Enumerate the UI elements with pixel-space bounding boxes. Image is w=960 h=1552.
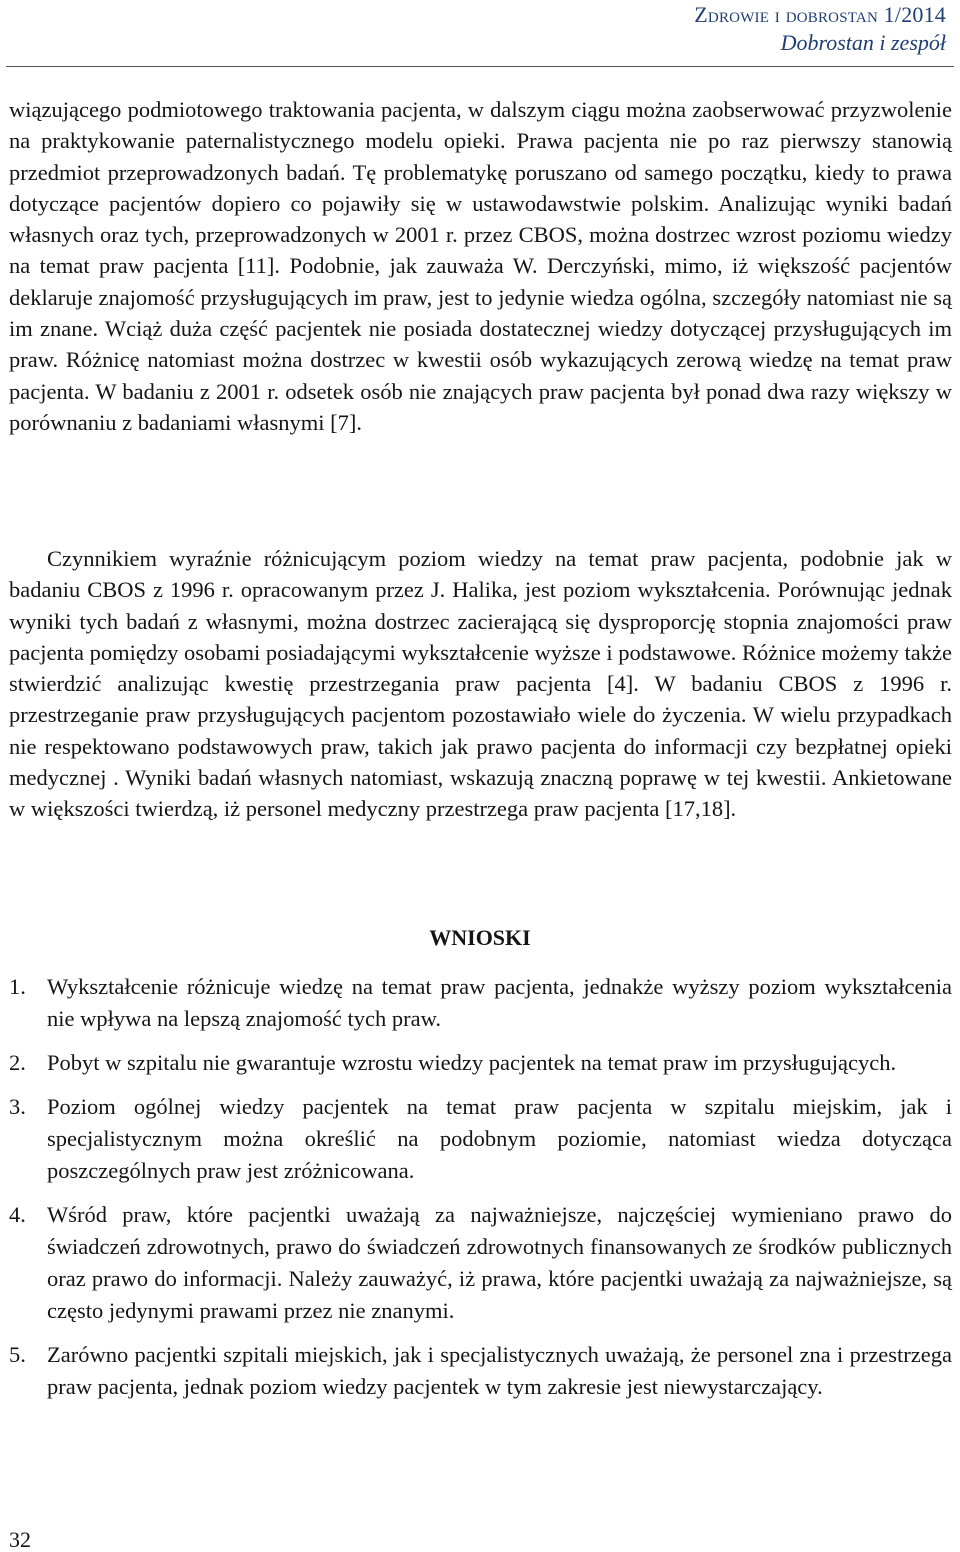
list-item [9,1047,952,1079]
header-rule [6,66,954,67]
section-subtitle: Dobrostan i zespół [780,30,946,55]
list-item-text: Wykształcenie różnicuje wiedzę na temat praw pacjenta, jednakże wyższy poziom wykształcenia nie wpływa na lepszą znajomość tych praw. [47,974,952,1031]
paragraph-text: wiązującego podmiotowego traktowania pacjenta, w dalszym ciągu można zaobserwować przyzwolenie na praktykowanie paternalistycznego modelu opieki. Prawa pacjenta nie po raz pierwszy stanowią przedmiot przeprowadzonych badań. Tę problematykę poruszano od samego początku, kiedy to prawa dotyczące pacjentów dopiero co pojawiły się w ustawodawstwie polskim. Analizując wyniki badań własnych oraz tych, przeprowadzonych w 2001 r. przez CBOS, można dostrzec wzrost poziomu wiedzy na temat praw pacjenta [11]. Podobnie, jak zauważa W. Derczyński, mimo, iż większość pacjentów deklaruje znajomość przysługujących im praw, jest to jedynie wiedza ogólna, szczegóły natomiast nie są im znane. Wciąż duża część pacjentek nie posiada dostatecznej wiedzy dotyczącej przysługujących im praw. Różnicę natomiast można dostrzec w kwestii osób wykazujących zerową wiedzę na temat praw pacjenta. W badaniu z 2001 r. odsetek osób nie znających praw pacjenta był ponad dwa razy większy w porównaniu z badaniami własnymi [7]. [9,97,952,435]
list-item-number: 2. [9,1050,26,1075]
conclusions-list [9,971,952,1415]
list-item-number: 5. [9,1342,26,1367]
page-number: 32 [9,1527,31,1552]
list-item-text: Zarówno pacjentki szpitali miejskich, jak i specjalistycznych uważają, że personel zna i przestrzega praw pacjenta, jednak poziom wiedzy pacjentek w tym zakresie jest niewystarczający. [47,1342,952,1399]
list-item-text: Pobyt w szpitalu nie gwarantuje wzrostu wiedzy pacjentek na temat praw im przysługujących. [47,1050,897,1075]
list-item [9,1091,952,1187]
list-item [9,1199,952,1327]
list-item-number: 3. [9,1094,26,1119]
paragraph-text: Czynnikiem wyraźnie różnicującym poziom wiedzy na temat praw pacjenta, podobnie jak w badaniu CBOS z 1996 r. opracowanym przez J. Halika, jest poziom wykształcenia. Porównując jednak wyniki tych badań z własnymi, można dostrzec zacierającą się dysproporcję stopnia znajomości praw pacjenta pomiędzy osobami posiadającymi wykształcenie wyższe i podstawowe. Różnice możemy także stwierdzić analizując kwestię przestrzegania praw pacjenta [4]. W badaniu CBOS z 1996 r. przestrzeganie praw przysługujących pacjentom pozostawiało wiele do życzenia. W wielu przypadkach nie respektowano podstawowych praw, takich jak prawo pacjenta do informacji czy bezpłatnej opieki medycznej . Wyniki badań własnych natomiast, wskazują znaczną poprawę w tej kwestii. Ankietowane w większości twierdzą, iż personel medyczny przestrzega praw pacjenta [17,18]. [9,546,952,822]
list-item-text: Wśród praw, które pacjentki uważają za najważniejsze, najczęściej wymieniano prawo do świadczeń zdrowotnych, prawo do świadczeń zdrowotnych finansowanych ze środków publicznych oraz prawo do informacji. Należy zauważyć, iż prawa, które pacjentki uważają za najważniejsze, są często jedynymi prawami przez nie znanymi. [47,1202,952,1323]
list-item-text: Poziom ogólnej wiedzy pacjentek na temat praw pacjenta w szpitalu miejskim, jak i specjalistycznym można określić na podobnym poziomie, natomiast wiedza dotycząca poszczególnych praw jest zróżnicowana. [47,1094,952,1183]
conclusions-heading: WNIOSKI [429,925,531,950]
list-item-number: 1. [9,974,26,999]
list-item [9,971,952,1035]
list-item [9,1339,952,1403]
journal-title: Zdrowie i dobrostan 1/2014 [694,2,946,27]
list-item-number: 4. [9,1202,26,1227]
paragraph-1 [9,94,952,438]
paragraph-2 [9,543,952,825]
running-header [694,2,946,58]
